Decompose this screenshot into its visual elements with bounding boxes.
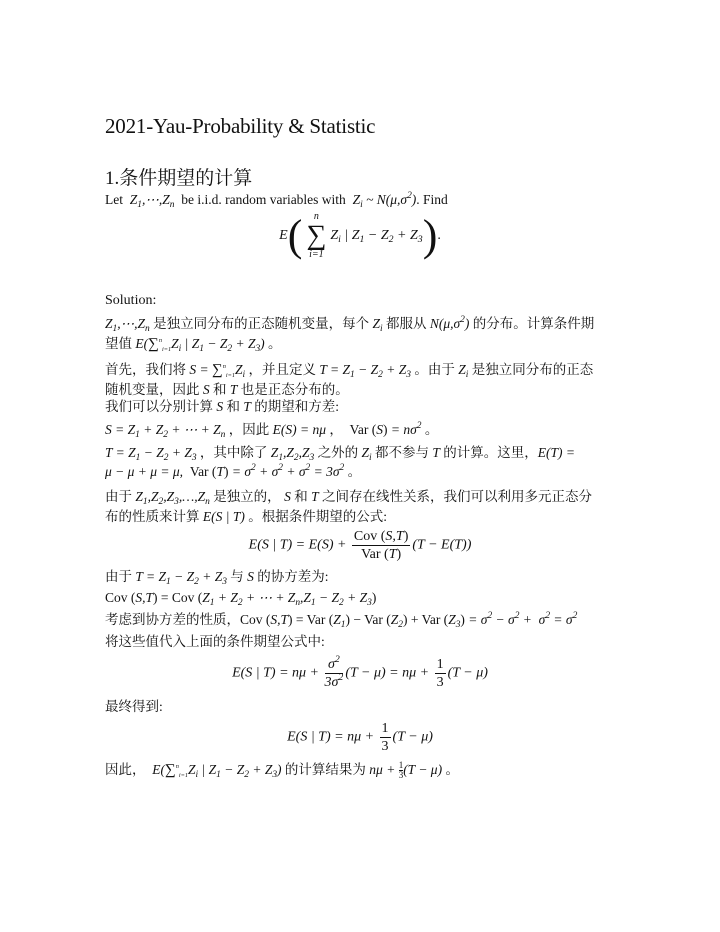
paragraph-6: 由于 $Z_1,Z_2,Z_3,\dots,Z_n$ 是独立的， S 和 T 之间存在线性关系，我们可以利用多元正态分 [105,489,592,507]
paragraph-5-line-2: μ − μ + μ = μ, Var $(T) = \sigma^2 + \sigma^2 + \sigma^2 = 3\sigma^2$ 。 [105,463,362,479]
paragraph-3: 我们可以分别计算 S 和 T 的期望和方差: [105,399,340,414]
paragraph-10: 将这些值代入上面的条件期望公式中: [105,634,325,649]
solution-label: Solution: [105,293,157,308]
paragraph-1-line-2: 望值 $E(\sum^n_{i=1}Z_i$ | $Z_1 - Z_2 + Z_3$) 。 [105,336,282,354]
paragraph-11: 最终得到: [105,699,163,714]
equation-substituted: E(S | T) = nμ + $\frac{\sigma^2}{3\sigma^2}$ (T − μ) = nμ + $\frac{1}{3}$ (T − μ) [232,654,488,690]
paragraph-4: $S = Z_1 + Z_2$ + ⋯ + $Z_n$ ，因此 E(S) = nμ ， Var $(S) = n\sigma^2$ 。 [105,421,439,440]
paragraph-8: Cov (S,T) = Cov ($Z_1 + Z_2$ + ⋯ + $Z_n,Z_1 - Z_2 + Z_3$) [105,590,377,608]
paragraph-2: 首先，我们将 $S = \sum^n_{i=1}Z_i$ ，并且定义 $T = Z_1 - Z_2 + Z_3$ 。由于 $Z_i$ 是独立同分布的正态 [105,362,594,380]
equation-conditional-expectation: E(S | T) = E(S) + $\frac{\text{Cov (S,T)}}{\text{Var (T)}}$ (T − E(T)) [248,529,472,562]
paragraph-12: 因此， $E(\sum^n_{i=1}Z_i$ | $Z_1 - Z_2 + Z_3$) 的计算结果为 nμ + $\frac{1}{3}$ (T − μ) 。 [105,760,459,781]
section-heading: 1.条件期望的计算 [105,168,253,189]
paragraph-6-line-2: 布的性质来计算 E(S | T) 。根据条件期望的公式: [105,509,387,524]
paragraph-2-line-2: 随机变量，因此 S 和 T 也是正态分布的。 [105,382,349,397]
paragraph-5: $T = Z_1 - Z_2 + Z_3$ ，其中除了 $Z_1,Z_2,Z_3$ 之外的 $Z_i$ 都不参与 T 的计算。这里，E(T) = [105,445,576,463]
problem-statement: Let $Z_1,\cdots,Z_n$ be i.i.d. random variables with $Z_i$ ~ $N(\mu,\sigma^2)$. Find [105,191,448,210]
problem-formula: E( n ∑ i=1 $Z_i$ | $Z_1 - Z_2 + Z_3$). [279,211,441,260]
paragraph-1: $Z_1,\cdots,Z_n$ 是独立同分布的正态随机变量，每个 $Z_i$ 都服从 $N(\mu,\sigma^2)$ 的分布。计算条件期 [105,315,595,334]
equation-final: E(S | T) = nμ + $\frac{1}{3}$ (T − μ) [287,721,433,754]
paragraph-9: 考虑到协方差的性质，Cov (S,T) = Var $(Z_1)$ − Var $(Z_2)$ + Var $(Z_3) = \sigma^2 - \sigma^2 + \sigma^2 = \sigma^2$ [105,611,578,630]
document-title: 2021-Yau-Probability & Statistic [105,114,376,138]
paragraph-7: 由于 $T = Z_1 - Z_2 + Z_3$ 与 S 的协方差为: [105,569,329,587]
